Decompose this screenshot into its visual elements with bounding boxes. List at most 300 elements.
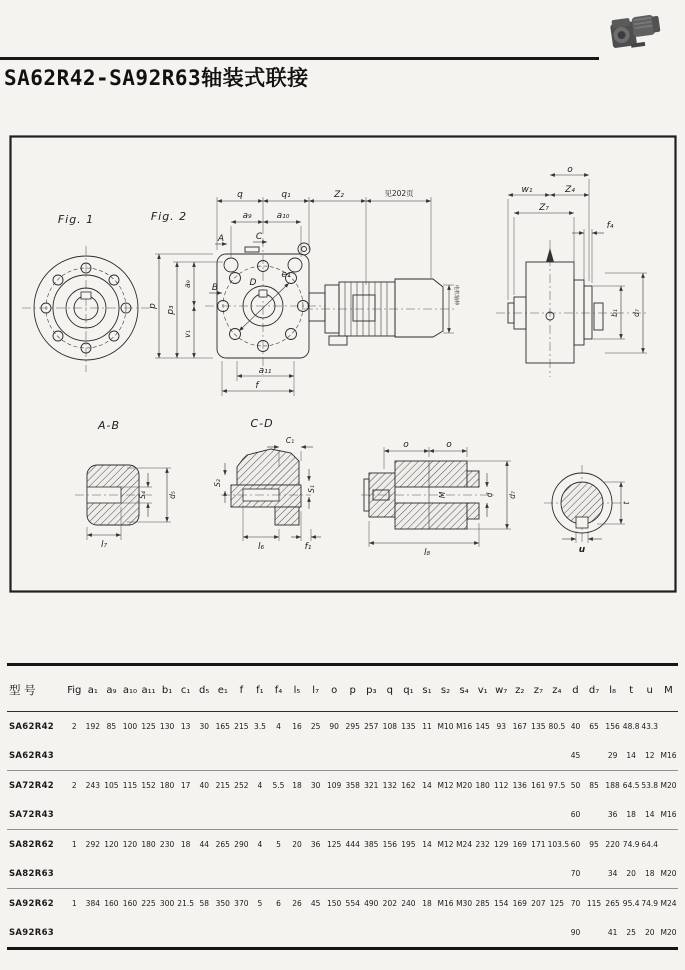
table-cell: 188 — [605, 781, 620, 790]
table-cell: 18 — [422, 899, 432, 908]
col-header: w₇ — [495, 684, 508, 696]
table-cell: 64.4 — [641, 840, 659, 849]
table-cell — [585, 859, 604, 889]
table-cell: 40 — [570, 722, 581, 731]
table-cell: M24 — [660, 899, 677, 908]
col-header: p₃ — [366, 684, 377, 696]
table-cell: 109 — [326, 781, 342, 790]
table-cell — [325, 800, 344, 830]
col-header: d — [572, 684, 579, 696]
technical-drawing — [9, 135, 677, 593]
table-cell: 93 — [496, 722, 506, 731]
table-cell — [399, 741, 418, 771]
table-cell — [176, 800, 195, 830]
table-cell — [102, 918, 121, 949]
table-cell: 2 — [71, 781, 77, 790]
page-title: SA62R42-SA92R63轴装式联接 — [4, 66, 309, 90]
table-cell: 2 — [71, 722, 77, 731]
col-header: b₁ — [161, 684, 173, 696]
table-cell — [325, 859, 344, 889]
table-cell: 129 — [494, 840, 509, 849]
col-header-model: 型 号 — [9, 683, 36, 697]
motor-shaft-note: 电机轴伸 — [453, 284, 459, 306]
table-cell — [455, 800, 474, 830]
col-header: d₇ — [588, 684, 600, 696]
table-cell — [362, 859, 381, 889]
table-cell: 115 — [122, 781, 138, 790]
table-row — [7, 741, 678, 771]
table-cell — [343, 859, 362, 889]
col-header: f — [239, 684, 244, 696]
title-rule — [0, 57, 599, 60]
table-row — [7, 859, 678, 889]
table-cell: 554 — [345, 899, 360, 908]
table-cell — [84, 918, 103, 949]
section-point-c: C — [255, 232, 263, 242]
dim-label-f1: f₁ — [304, 542, 312, 552]
table-cell — [232, 918, 251, 949]
table-cell — [455, 918, 474, 949]
table-cell — [381, 918, 400, 949]
table-cell: 112 — [494, 781, 509, 790]
table-cell: 169 — [512, 840, 527, 849]
table-cell: M20 — [660, 781, 677, 790]
table-cell — [343, 918, 362, 949]
table-cell: 34 — [607, 869, 618, 878]
model-cell: SA72R42 — [9, 780, 55, 791]
table-cell: 252 — [234, 781, 249, 790]
table-cell: 11 — [422, 722, 432, 731]
dim-label-l7: l₇ — [100, 540, 108, 550]
table-cell: 25 — [310, 722, 321, 731]
dim-label-z7: Z₇ — [539, 203, 549, 213]
table-cell — [176, 741, 195, 771]
col-header: q₁ — [403, 684, 414, 696]
table-cell: 350 — [215, 899, 230, 908]
table-cell: M30 — [456, 899, 473, 908]
spec-table-wrap — [7, 663, 678, 950]
table-row — [7, 918, 678, 949]
table-cell: 18 — [292, 781, 302, 790]
table-cell: 243 — [85, 781, 100, 790]
table-cell — [139, 741, 158, 771]
table-cell — [139, 859, 158, 889]
table-cell: 85 — [106, 722, 117, 731]
dim-label-s1: S₁ — [307, 485, 316, 493]
table-cell: 36 — [607, 810, 618, 819]
table-cell: 384 — [85, 899, 100, 908]
table-cell: 165 — [215, 722, 230, 731]
table-cell: 18 — [180, 840, 191, 849]
table-row — [7, 889, 678, 919]
dim-label-z2: Z₂ — [334, 190, 344, 200]
table-cell — [529, 918, 548, 949]
model-cell: SA92R62 — [9, 898, 55, 909]
model-pair-group — [7, 830, 678, 889]
table-cell: 125 — [141, 722, 156, 731]
table-cell — [288, 918, 307, 949]
table-cell: 215 — [215, 781, 230, 790]
model-cell: SA82R62 — [9, 839, 55, 850]
table-cell: 45 — [310, 899, 321, 908]
table-cell: 70 — [570, 899, 581, 908]
model-pair-group — [7, 889, 678, 949]
col-header: a₁ — [87, 684, 98, 696]
table-cell: 321 — [364, 781, 379, 790]
table-cell: M16 — [660, 810, 677, 819]
table-cell: 41 — [607, 928, 618, 937]
table-cell — [288, 859, 307, 889]
table-cell: 292 — [85, 840, 100, 849]
table-cell — [492, 800, 511, 830]
table-cell: 171 — [531, 840, 546, 849]
table-cell: 3.5 — [253, 722, 266, 731]
table-cell — [195, 741, 214, 771]
table-cell: 160 — [122, 899, 138, 908]
table-cell: 385 — [364, 840, 379, 849]
table-cell — [139, 800, 158, 830]
table-cell: 60 — [570, 840, 581, 849]
dim-label-f4: f₄ — [606, 221, 614, 231]
section-point-d: D — [249, 278, 257, 288]
hollow-shaft-section — [361, 440, 517, 558]
table-cell — [251, 918, 270, 949]
table-cell: 108 — [382, 722, 397, 731]
table-cell: 26 — [292, 899, 302, 908]
col-header: z₇ — [533, 684, 543, 696]
table-cell: 295 — [345, 722, 360, 731]
table-cell — [511, 800, 530, 830]
table-cell: 132 — [382, 781, 397, 790]
table-cell: M16 — [456, 722, 473, 731]
table-cell: 14 — [422, 840, 432, 849]
table-cell: 240 — [401, 899, 416, 908]
table-cell — [195, 800, 214, 830]
table-cell: 20 — [292, 840, 302, 849]
col-header: z₄ — [552, 684, 562, 696]
col-header: d₅ — [199, 684, 210, 696]
dim-label-m-thread: M — [438, 491, 447, 499]
col-header: a₁₀ — [122, 684, 138, 696]
dim-label-p3: p₃ — [166, 305, 176, 315]
table-cell: 12 — [644, 751, 655, 760]
table-cell: 4 — [257, 781, 263, 790]
table-cell: 180 — [141, 840, 156, 849]
table-row — [7, 771, 678, 801]
model-pair-group — [7, 712, 678, 771]
table-cell: 1 — [71, 840, 77, 849]
table-cell: 125 — [326, 840, 342, 849]
table-cell — [251, 741, 270, 771]
table-cell: M20 — [660, 869, 677, 878]
table-cell — [455, 741, 474, 771]
table-cell: M12 — [437, 781, 454, 790]
table-cell: 265 — [215, 840, 230, 849]
table-cell — [232, 741, 251, 771]
table-cell: 13 — [180, 722, 191, 731]
table-cell — [548, 918, 567, 949]
table-cell: 4 — [276, 722, 281, 731]
table-cell: 85 — [589, 781, 599, 790]
table-cell: 21.5 — [177, 899, 194, 908]
table-cell: 18 — [644, 869, 655, 878]
col-header: e₁ — [217, 684, 228, 696]
gearmotor-photo — [605, 5, 667, 55]
col-header: M — [664, 684, 673, 696]
col-header: v₁ — [477, 684, 488, 696]
table-cell — [362, 741, 381, 771]
table-cell: 90 — [570, 928, 581, 937]
table-cell — [121, 859, 140, 889]
table-cell — [511, 859, 530, 889]
table-cell: 48.8 — [622, 722, 640, 731]
table-cell: 161 — [531, 781, 546, 790]
table-cell: 220 — [605, 840, 620, 849]
model-cell: SA92R63 — [9, 927, 55, 938]
col-header: s₄ — [459, 684, 469, 696]
table-cell: M16 — [437, 899, 454, 908]
table-cell: 290 — [234, 840, 249, 849]
dim-label-d7: d₇ — [508, 491, 517, 499]
dim-label-z4: Z₄ — [565, 185, 575, 195]
table-cell: 50 — [570, 781, 581, 790]
table-cell — [362, 918, 381, 949]
gearmotor-photo-art — [605, 5, 667, 55]
table-cell: 180 — [159, 781, 175, 790]
table-cell: 70 — [570, 869, 581, 878]
dim-label-q1: q₁ — [281, 190, 291, 200]
table-cell — [585, 741, 604, 771]
table-cell — [436, 741, 455, 771]
table-cell — [529, 859, 548, 889]
table-cell: 58 — [199, 899, 209, 908]
table-cell — [492, 859, 511, 889]
col-header: l₈ — [609, 684, 616, 696]
table-cell — [214, 741, 233, 771]
dim-label-d5: d₅ — [168, 491, 177, 499]
table-cell: 16 — [292, 722, 302, 731]
col-header: f₁ — [256, 684, 264, 696]
table-cell — [381, 800, 400, 830]
dim-label-o2: o — [446, 440, 452, 450]
col-header: l₇ — [312, 684, 319, 696]
table-cell — [158, 918, 177, 949]
table-cell — [195, 859, 214, 889]
table-cell — [492, 741, 511, 771]
table-cell: 195 — [401, 840, 416, 849]
table-cell: 300 — [159, 899, 175, 908]
table-cell — [306, 859, 325, 889]
table-cell — [548, 800, 567, 830]
table-cell: 135 — [531, 722, 546, 731]
table-cell — [102, 859, 121, 889]
model-cell: SA62R43 — [9, 750, 55, 761]
dim-label-s4: S₄ — [138, 491, 147, 499]
table-cell — [121, 800, 140, 830]
section-ab-label: A-B — [97, 419, 121, 432]
table-cell: 5.5 — [272, 781, 285, 790]
table-cell: 5 — [276, 840, 281, 849]
table-cell — [269, 741, 288, 771]
table-cell — [418, 859, 437, 889]
table-cell: 29 — [607, 751, 618, 760]
table-cell — [473, 800, 492, 830]
table-cell: 14 — [644, 810, 655, 819]
table-cell: 18 — [626, 810, 636, 819]
table-cell: 100 — [122, 722, 138, 731]
table-cell: 180 — [475, 781, 490, 790]
fig1-flange-view — [22, 213, 150, 372]
table-cell — [65, 859, 84, 889]
dim-label-a11: a₁₁ — [258, 366, 272, 376]
table-cell — [288, 800, 307, 830]
table-cell — [102, 741, 121, 771]
col-header: o — [331, 684, 338, 696]
table-cell: 130 — [159, 722, 175, 731]
table-cell — [65, 741, 84, 771]
table-cell — [436, 800, 455, 830]
table-cell: 120 — [104, 840, 119, 849]
table-cell — [659, 712, 678, 742]
table-cell: M12 — [437, 840, 454, 849]
table-cell: 103.5 — [547, 840, 570, 849]
table-cell: 90 — [329, 722, 339, 731]
fig2-label: Fig. 2 — [150, 210, 188, 223]
table-cell: 285 — [475, 899, 490, 908]
dim-label-c1: C₁ — [285, 436, 295, 445]
table-cell: 30 — [199, 722, 209, 731]
dim-label-o-side: o — [567, 165, 573, 175]
table-cell: 120 — [122, 840, 138, 849]
table-cell: 160 — [104, 899, 119, 908]
table-cell — [232, 800, 251, 830]
table-cell: 20 — [644, 928, 655, 937]
header-row — [7, 665, 678, 712]
table-cell — [436, 918, 455, 949]
table-cell — [436, 859, 455, 889]
section-cd — [213, 417, 321, 552]
table-cell: 65 — [589, 722, 599, 731]
drawing-canvas — [9, 135, 677, 593]
dim-label-e1: e₁ — [281, 270, 291, 280]
table-cell — [306, 741, 325, 771]
dim-label-p: p — [148, 303, 158, 309]
section-point-b: B — [211, 283, 219, 293]
fig1-label: Fig. 1 — [57, 213, 95, 226]
table-cell — [269, 859, 288, 889]
table-cell: 95.4 — [622, 899, 640, 908]
dim-label-v1: v₁ — [183, 330, 192, 338]
table-cell — [473, 918, 492, 949]
table-cell — [232, 859, 251, 889]
table-cell — [251, 859, 270, 889]
section-cd-label: C-D — [250, 417, 274, 430]
table-cell: 5 — [257, 899, 263, 908]
table-cell — [139, 918, 158, 949]
table-cell: 95 — [589, 840, 599, 849]
spec-table — [7, 663, 678, 950]
table-cell — [121, 918, 140, 949]
table-cell — [288, 741, 307, 771]
table-cell — [214, 918, 233, 949]
table-cell: 145 — [475, 722, 490, 731]
table-cell: 53.8 — [641, 781, 659, 790]
dim-label-d: d — [485, 492, 494, 498]
table-cell — [548, 741, 567, 771]
table-cell: 490 — [364, 899, 379, 908]
col-header: s₂ — [440, 684, 451, 696]
table-cell — [195, 918, 214, 949]
dim-label-a9: a₉ — [242, 211, 252, 221]
fig2-front-view — [148, 188, 431, 396]
table-cell: 370 — [234, 899, 249, 908]
table-cell — [473, 741, 492, 771]
table-cell — [362, 800, 381, 830]
table-cell — [399, 859, 418, 889]
table-cell: M10 — [437, 722, 454, 731]
table-cell — [269, 800, 288, 830]
table-cell: 125 — [549, 899, 565, 908]
table-cell — [158, 800, 177, 830]
dim-label-u: u — [578, 545, 586, 555]
table-cell: M20 — [456, 781, 473, 790]
table-cell — [65, 800, 84, 830]
table-cell — [102, 800, 121, 830]
table-cell — [214, 800, 233, 830]
table-cell: 232 — [475, 840, 490, 849]
table-cell: 230 — [159, 840, 175, 849]
col-header: Fig — [67, 684, 82, 696]
table-cell: 36 — [310, 840, 321, 849]
table-cell — [306, 918, 325, 949]
table-cell — [269, 918, 288, 949]
side-view — [496, 165, 649, 377]
dim-label-a10: a₁₀ — [276, 211, 290, 221]
table-cell — [251, 800, 270, 830]
table-cell: 444 — [345, 840, 360, 849]
table-row — [7, 830, 678, 860]
table-cell: 80.5 — [548, 722, 566, 731]
table-cell: 60 — [570, 810, 581, 819]
model-pair-group — [7, 771, 678, 830]
table-cell — [548, 859, 567, 889]
table-cell — [418, 800, 437, 830]
table-cell: 202 — [382, 899, 397, 908]
table-cell: 156 — [382, 840, 397, 849]
table-cell — [121, 741, 140, 771]
table-cell: 74.9 — [641, 899, 659, 908]
col-header: z₂ — [515, 684, 525, 696]
table-cell: 225 — [141, 899, 156, 908]
table-cell: 265 — [605, 899, 620, 908]
table-cell — [529, 741, 548, 771]
table-cell — [511, 741, 530, 771]
table-cell — [381, 741, 400, 771]
table-cell: 4 — [257, 840, 263, 849]
col-header: c₁ — [180, 684, 191, 696]
table-cell — [343, 800, 362, 830]
table-cell — [176, 918, 195, 949]
table-cell — [418, 918, 437, 949]
dim-label-f: f — [255, 381, 259, 391]
table-cell: 150 — [326, 899, 342, 908]
table-cell: 192 — [85, 722, 100, 731]
table-cell: 14 — [422, 781, 432, 790]
table-cell: 14 — [626, 751, 636, 760]
table-row — [7, 800, 678, 830]
col-header: p — [349, 684, 356, 696]
dim-label-l6: l₆ — [257, 542, 265, 552]
